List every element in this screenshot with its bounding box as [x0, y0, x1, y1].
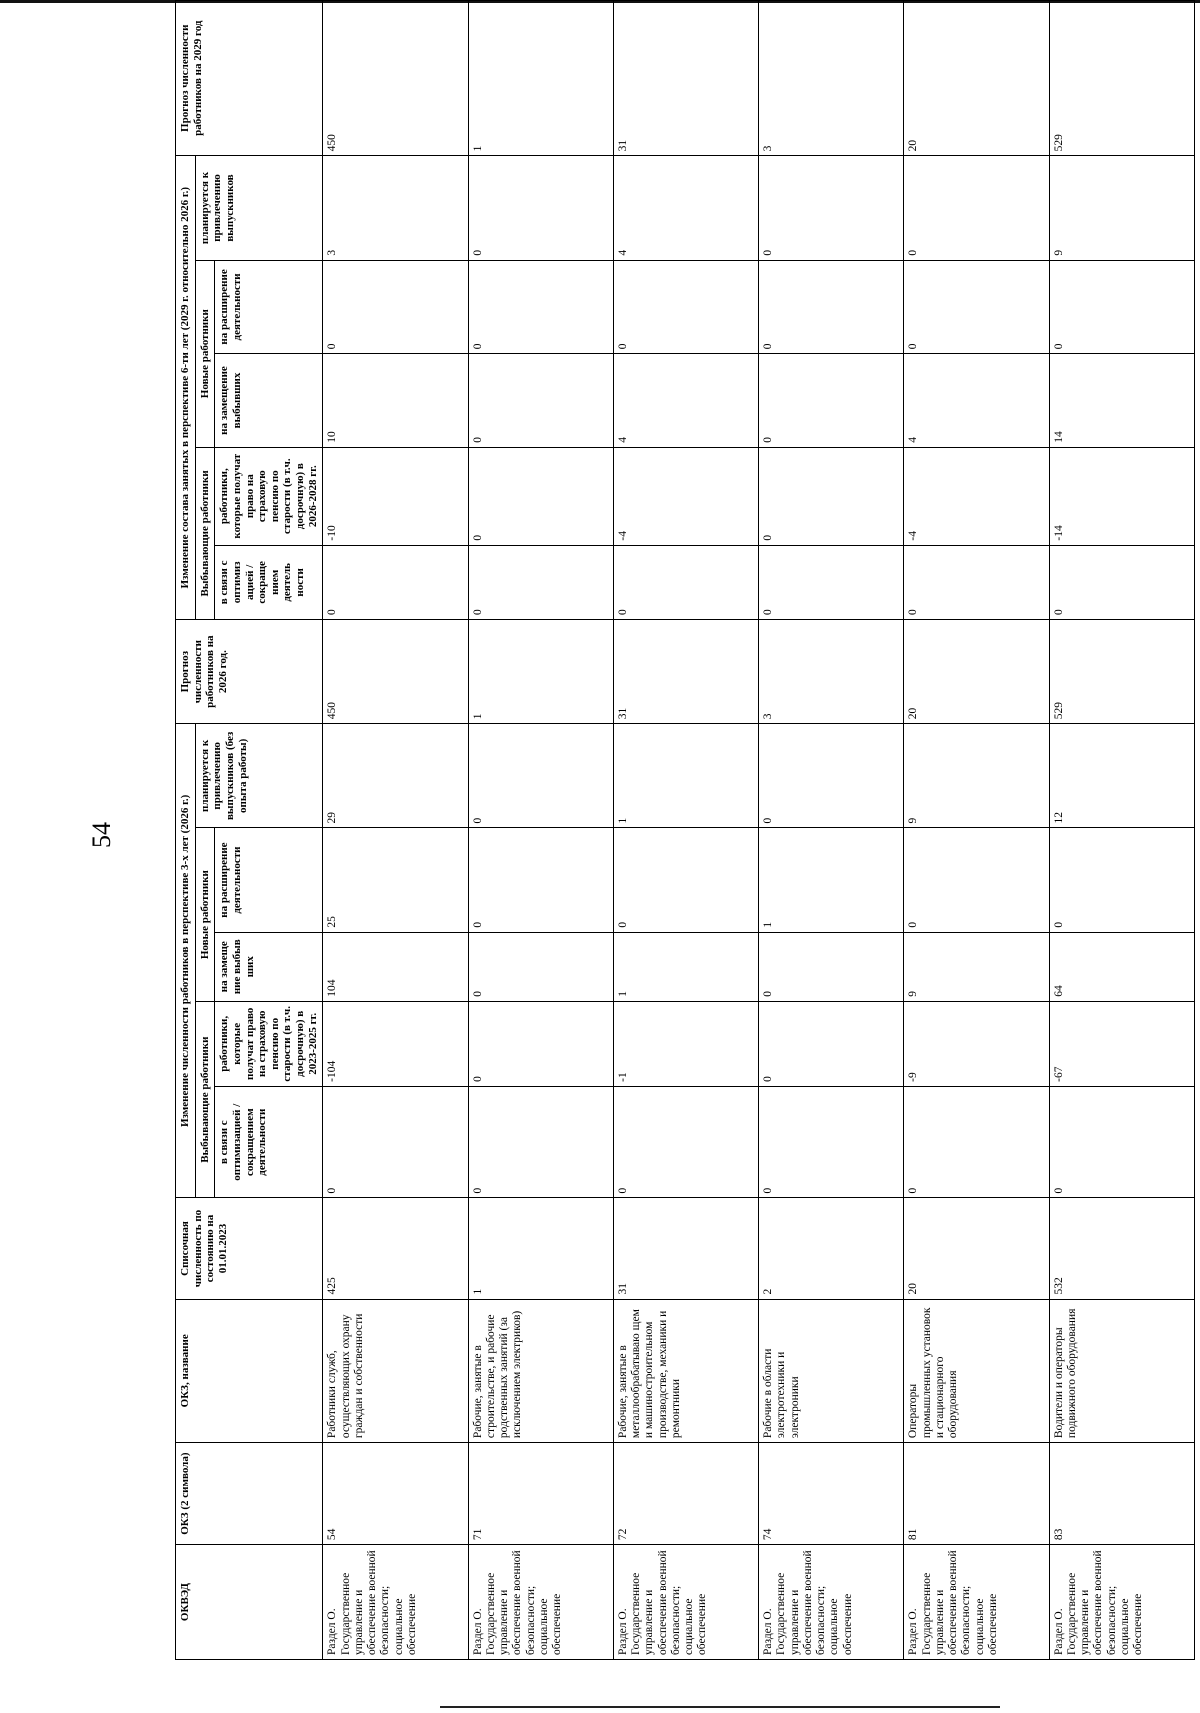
leaving-opt-6y-cell: 0	[904, 545, 1049, 619]
new-expand-3y-cell: 1	[759, 828, 904, 932]
header-headcount: Списочная численность по состоянию на 01.01.2023	[176, 1198, 323, 1299]
new-expand-3y-cell: 0	[468, 828, 613, 932]
grads-3y-cell: 1	[613, 724, 758, 828]
rotated-table-container	[175, 0, 1195, 1660]
new-replace-6y-cell: 4	[904, 354, 1049, 448]
leaving-opt-3y-cell: 0	[904, 1086, 1049, 1198]
header-forecast-2026: Прогноз численности работников на 2026 год.	[176, 620, 323, 724]
headcount-cell: 1	[468, 1198, 613, 1299]
table-row	[759, 1, 904, 1660]
okz-name-cell: Водители и операторы подвижного оборудования	[1049, 1299, 1194, 1443]
leaving-pension-3y-cell: 0	[759, 1001, 904, 1086]
headcount-cell: 425	[323, 1198, 468, 1299]
leaving-pension-3y-cell: 0	[468, 1001, 613, 1086]
forecast-2026-cell: 1	[468, 620, 613, 724]
leaving-pension-3y-cell: -104	[323, 1001, 468, 1086]
header-new-expand-6y: на расширение деятельности	[215, 260, 323, 354]
header-leaving-opt-3y: в связи с оптимизацией / сокращением деятельности	[215, 1086, 323, 1198]
new-replace-3y-cell: 0	[759, 932, 904, 1001]
leaving-opt-6y-cell: 0	[759, 545, 904, 619]
header-okz-name: ОКЗ, название	[176, 1299, 323, 1443]
new-expand-6y-cell: 0	[759, 260, 904, 354]
header-forecast-2029: Прогноз численности работников на 2029 год	[176, 1, 323, 156]
grads-3y-cell: 0	[759, 724, 904, 828]
header-grads-3y: планируется к привлечению выпускников (без опыта работы)	[195, 724, 323, 828]
forecast-2029-cell: 529	[1049, 1, 1194, 156]
new-expand-3y-cell: 0	[904, 828, 1049, 932]
new-replace-3y-cell: 0	[468, 932, 613, 1001]
okved-cell: Раздел О. Государственное управление и обеспечение военной безопасности; социальное обеспечение	[468, 1545, 613, 1660]
new-replace-3y-cell: 64	[1049, 932, 1194, 1001]
forecast-2029-cell: 450	[323, 1, 468, 156]
okz-cell: 72	[613, 1443, 758, 1545]
leaving-opt-6y-cell: 0	[323, 545, 468, 619]
workforce-table	[175, 0, 1195, 1660]
header-new-3y: Новые работники	[195, 828, 215, 1001]
leaving-opt-3y-cell: 0	[468, 1086, 613, 1198]
new-replace-6y-cell: 0	[759, 354, 904, 448]
okz-cell: 74	[759, 1443, 904, 1545]
new-replace-6y-cell: 14	[1049, 354, 1194, 448]
table-row	[1049, 1, 1194, 1660]
leaving-opt-6y-cell: 0	[613, 545, 758, 619]
new-replace-6y-cell: 10	[323, 354, 468, 448]
forecast-2026-cell: 3	[759, 620, 904, 724]
grads-3y-cell: 0	[468, 724, 613, 828]
leaving-opt-6y-cell: 0	[468, 545, 613, 619]
okz-cell: 54	[323, 1443, 468, 1545]
new-expand-6y-cell: 0	[904, 260, 1049, 354]
page-number: 54	[87, 822, 116, 848]
okved-cell: Раздел О. Государственное управление и обеспечение военной безопасности; социальное обеспечение	[759, 1545, 904, 1660]
grads-3y-cell: 12	[1049, 724, 1194, 828]
leaving-opt-3y-cell: 0	[323, 1086, 468, 1198]
grads-6y-cell: 9	[1049, 156, 1194, 260]
okz-name-cell: Рабочие в области электротехники и электроники	[759, 1299, 904, 1443]
new-expand-3y-cell: 0	[613, 828, 758, 932]
okz-name-cell: Рабочие, занятые в строительстве, и рабочие родственных занятий (за исключением электриков)	[468, 1299, 613, 1443]
okz-name-cell: Операторы промышленных установок и стационарного оборудования	[904, 1299, 1049, 1443]
header-new-replace-3y: на замеще ние выбыв ших	[215, 932, 323, 1001]
new-expand-6y-cell: 0	[1049, 260, 1194, 354]
grads-6y-cell: 0	[759, 156, 904, 260]
leaving-pension-6y-cell: -4	[613, 447, 758, 545]
leaving-pension-3y-cell: -67	[1049, 1001, 1194, 1086]
header-leaving-opt-6y: в связи с оптимиз ацией / сокраще нием деятель ности	[215, 545, 323, 619]
leaving-pension-6y-cell: -10	[323, 447, 468, 545]
okved-cell: Раздел О. Государственное управление и обеспечение военной безопасности; социальное обеспечение	[613, 1545, 758, 1660]
forecast-2026-cell: 31	[613, 620, 758, 724]
okved-cell: Раздел О. Государственное управление и обеспечение военной безопасности; социальное обеспечение	[904, 1545, 1049, 1660]
header-leaving-3y: Выбывающие работники	[195, 1001, 215, 1198]
leaving-pension-6y-cell: -4	[904, 447, 1049, 545]
grads-6y-cell: 3	[323, 156, 468, 260]
leaving-opt-3y-cell: 0	[613, 1086, 758, 1198]
new-replace-3y-cell: 9	[904, 932, 1049, 1001]
header-new-replace-6y: на замещение выбывших	[215, 354, 323, 448]
okved-cell: Раздел О. Государственное управление и обеспечение военной безопасности; социальное обеспечение	[1049, 1545, 1194, 1660]
table-row	[323, 1, 468, 1660]
grads-6y-cell: 0	[468, 156, 613, 260]
leaving-opt-3y-cell: 0	[759, 1086, 904, 1198]
forecast-2029-cell: 31	[613, 1, 758, 156]
headcount-cell: 31	[613, 1198, 758, 1299]
header-row-1	[176, 1, 196, 1660]
bottom-border-line	[440, 1706, 1000, 1708]
okz-cell: 71	[468, 1443, 613, 1545]
new-expand-3y-cell: 25	[323, 828, 468, 932]
new-replace-3y-cell: 104	[323, 932, 468, 1001]
header-leaving-pension-3y: работники, которые получат право на страховую пенсию по старости (в т.ч. досрочную) в 2023-2025 гг.	[215, 1001, 323, 1086]
new-expand-3y-cell: 0	[1049, 828, 1194, 932]
header-new-expand-3y: на расширение деятельности	[215, 828, 323, 932]
grads-3y-cell: 29	[323, 724, 468, 828]
headcount-cell: 2	[759, 1198, 904, 1299]
okz-cell: 83	[1049, 1443, 1194, 1545]
forecast-2029-cell: 1	[468, 1, 613, 156]
header-leaving-pension-6y: работники, которые получат право на страховую пенсию по старости (в т.ч. досрочную) в 2026-2028 гг.	[215, 447, 323, 545]
leaving-opt-6y-cell: 0	[1049, 545, 1194, 619]
table-row	[613, 1, 758, 1660]
new-replace-3y-cell: 1	[613, 932, 758, 1001]
forecast-2029-cell: 20	[904, 1, 1049, 156]
new-replace-6y-cell: 4	[613, 354, 758, 448]
leaving-pension-3y-cell: -9	[904, 1001, 1049, 1086]
header-change-6y: Изменение состава занятых в перспективе 6-ти лет (2029 г. относительно 2026 г.)	[176, 156, 196, 620]
new-expand-6y-cell: 0	[613, 260, 758, 354]
header-grads-6y: планируется к привлечению выпускников	[195, 156, 323, 260]
leaving-pension-6y-cell: 0	[468, 447, 613, 545]
header-okz2: ОКЗ (2 символа)	[176, 1443, 323, 1545]
forecast-2029-cell: 3	[759, 1, 904, 156]
forecast-2026-cell: 450	[323, 620, 468, 724]
okved-cell: Раздел О. Государственное управление и обеспечение военной безопасности; социальное обеспечение	[323, 1545, 468, 1660]
headcount-cell: 20	[904, 1198, 1049, 1299]
forecast-2026-cell: 529	[1049, 620, 1194, 724]
table-body	[323, 1, 1195, 1660]
headcount-cell: 532	[1049, 1198, 1194, 1299]
grads-6y-cell: 4	[613, 156, 758, 260]
grads-3y-cell: 9	[904, 724, 1049, 828]
header-okved: ОКВЭД	[176, 1545, 323, 1660]
new-replace-6y-cell: 0	[468, 354, 613, 448]
header-change-3y: Изменение численности работников в перспективе 3-х лет (2026 г.)	[176, 724, 196, 1198]
new-expand-6y-cell: 0	[468, 260, 613, 354]
okz-name-cell: Рабочие, занятые в металлообрабатываю щем и машиностроительном производстве, механики и ремонтники	[613, 1299, 758, 1443]
table-row	[468, 1, 613, 1660]
leaving-pension-6y-cell: -14	[1049, 447, 1194, 545]
table-row	[904, 1, 1049, 1660]
leaving-pension-6y-cell: 0	[759, 447, 904, 545]
leaving-opt-3y-cell: 0	[1049, 1086, 1194, 1198]
forecast-2026-cell: 20	[904, 620, 1049, 724]
okz-cell: 81	[904, 1443, 1049, 1545]
grads-6y-cell: 0	[904, 156, 1049, 260]
header-new-6y: Новые работники	[195, 260, 215, 447]
header-leaving-6y: Выбывающие работники	[195, 447, 215, 619]
leaving-pension-3y-cell: -1	[613, 1001, 758, 1086]
okz-name-cell: Работники служб, осуществляющих охрану граждан и собственности	[323, 1299, 468, 1443]
new-expand-6y-cell: 0	[323, 260, 468, 354]
